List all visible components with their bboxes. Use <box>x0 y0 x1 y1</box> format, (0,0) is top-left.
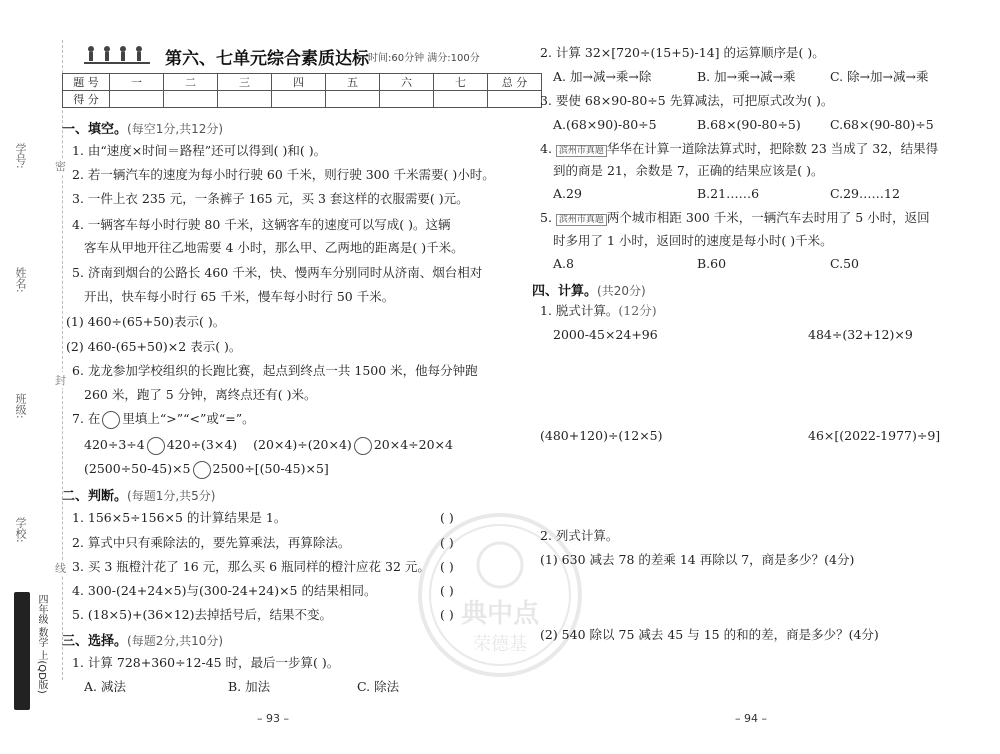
section-calculate <box>532 280 646 299</box>
judge-answer-box[interactable]: ( ) <box>440 510 454 525</box>
compare-circle[interactable] <box>102 411 120 429</box>
choice-option-c[interactable]: C. 除法 <box>357 679 400 694</box>
page-number-right: – 94 – <box>735 712 767 725</box>
judge-question-2: 2. 算式中只有乘除法的，要先算乘法，再算除法。 <box>72 535 351 550</box>
score-cell: 六 <box>380 74 434 91</box>
calc-part-1 <box>540 302 657 320</box>
score-input-cell[interactable] <box>164 91 218 108</box>
fill-question-6-line2: 260 米，跑了 5 分钟，离终点还有( )米。 <box>84 387 317 402</box>
brand-logo <box>12 592 46 712</box>
choice-option-c[interactable]: C.68×(90-80)÷5 <box>830 117 934 132</box>
score-value-row <box>63 91 542 108</box>
choice-option-a[interactable]: A. 减法 <box>84 679 126 694</box>
score-input-cell[interactable] <box>272 91 326 108</box>
compare-row-2 <box>84 460 329 479</box>
score-cell: 二 <box>164 74 218 91</box>
choice-question-4-text: 华华在计算一道除法算式时，把除数 23 当成了 32，结果得 <box>606 141 939 156</box>
compare-circle[interactable] <box>147 437 165 455</box>
fill-question-4-line1: 4. 一辆客车每小时行驶 80 千米，这辆客车的速度可以写成( )。这辆 <box>72 217 451 232</box>
seal-mark-xian: 线 <box>55 562 66 575</box>
judge-question-4: 4. 300-(24+24×5)与(300-24+24)×5 的结果相同。 <box>72 583 377 598</box>
q7-suffix: 里填上“>”“<”或“=”。 <box>122 411 255 426</box>
score-input-cell[interactable] <box>380 91 434 108</box>
section-heading: 一、填空。 <box>62 122 128 137</box>
watermark-text-1: 典中点 <box>460 599 540 629</box>
score-cell: 总 分 <box>488 74 542 91</box>
calc-part-heading: 1. 脱式计算。 <box>540 303 619 318</box>
compare-expr: 2500÷[(50-45)×5] <box>212 461 329 476</box>
judge-question-3: 3. 买 3 瓶橙汁花了 16 元，那么买 6 瓶同样的橙汁应花 32 元。 <box>72 559 430 574</box>
word-problem-2: (2) 540 除以 75 减去 45 与 15 的和的差，商是多少？(4分) <box>540 627 879 642</box>
choice-option-b[interactable]: B. 加→乘→减→乘 <box>697 69 796 84</box>
section-note: (每空1分,共12分) <box>127 122 224 136</box>
score-cell: 七 <box>434 74 488 91</box>
fill-question-5-sub2: (2) 460-(65+50)×2 表示( )。 <box>66 339 242 354</box>
section-heading: 四、计算。 <box>532 284 598 299</box>
choice-question-4-line2: 到的商是 21，余数是 7，正确的结果应该是( )。 <box>553 163 824 178</box>
fill-question-4-line2: 客车从甲地开往乙地需要 4 小时，那么甲、乙两地的距离是( )千米。 <box>84 240 464 255</box>
judge-answer-box[interactable]: ( ) <box>440 535 454 550</box>
judge-question-5: 5. (18×5)+(36×12)去掉括号后，结果不变。 <box>72 607 332 622</box>
fill-question-6-line1: 6. 龙龙参加学校组织的长跑比赛，起点到终点一共 1500 米，他每分钟跑 <box>72 363 478 378</box>
choice-question-1: 1. 计算 728+360÷12-45 时，最后一步算( )。 <box>72 655 340 670</box>
score-header-row <box>63 74 542 91</box>
fill-question-5-line1: 5. 济南到烟台的公路长 460 千米，快、慢两车分别同时从济南、烟台相对 <box>72 265 483 280</box>
compare-expr: 420÷(3×4) <box>166 437 238 452</box>
expression-2: 484÷(32+12)×9 <box>808 327 913 342</box>
exam-meta: 时间:60分钟 满分:100分 <box>368 53 480 64</box>
page-title: 第六、七单元综合素质达标 <box>165 49 369 69</box>
section-choice <box>62 630 223 649</box>
section-heading: 三、选择。 <box>62 634 128 649</box>
section-note: (每题1分,共5分) <box>127 489 216 503</box>
choice-option-a[interactable]: A.(68×90)-80÷5 <box>553 117 657 132</box>
header-decoration-icon <box>84 44 154 66</box>
choice-question-5-line1: 5. 滨州市真题 两个城市相距 300 千米，一辆汽车去时用了 5 小时，返回 <box>540 210 930 225</box>
choice-question-3: 3. 要使 68×90-80÷5 先算减法，可把原式改为( )。 <box>540 93 834 108</box>
watermark-text-2: 荣德基 <box>473 634 527 655</box>
section-fill-in <box>62 118 223 137</box>
seal-mark-feng: 封 <box>55 374 66 387</box>
fill-question-1: 1. 由“速度×时间＝路程”还可以得到( )和( )。 <box>72 143 327 158</box>
compare-expr: 420÷3÷4 <box>84 437 145 452</box>
score-input-cell[interactable] <box>434 91 488 108</box>
compare-row-1 <box>84 436 453 455</box>
score-cell: 得 分 <box>63 91 110 108</box>
compare-circle[interactable] <box>193 461 211 479</box>
fill-question-7 <box>72 410 255 429</box>
fill-question-3: 3. 一件上衣 235 元，一条裤子 165 元，买 3 套这样的衣服需要( )元。 <box>72 191 469 206</box>
school-label: 学校: <box>14 517 27 543</box>
calc-part-note: (12分) <box>618 303 657 318</box>
score-cell: 三 <box>218 74 272 91</box>
judge-question-1: 1. 156×5÷156×5 的计算结果是 1。 <box>72 510 287 525</box>
calc-part-2-heading: 2. 列式计算。 <box>540 528 619 543</box>
score-input-cell[interactable] <box>218 91 272 108</box>
choice-question-4-line1: 4. 滨州市真题 华华在计算一道除法算式时，把除数 23 当成了 32，结果得 <box>540 141 939 156</box>
q7-prefix: 7. 在 <box>72 411 101 426</box>
choice-option-c[interactable]: C.29……12 <box>830 186 900 201</box>
score-cell: 题 号 <box>63 74 110 91</box>
section-note: (每题2分,共10分) <box>127 634 224 648</box>
choice-option-a[interactable]: A. 加→减→乘→除 <box>553 69 652 84</box>
choice-option-a[interactable]: A.8 <box>553 256 574 271</box>
score-table <box>62 73 542 108</box>
brand-text: 四年级 数学 上(QD版) <box>36 594 47 694</box>
page-number-left: – 93 – <box>257 712 289 725</box>
expression-3: (480+120)÷(12×5) <box>540 428 663 443</box>
exam-source-tag: 滨州市真题 <box>556 145 607 157</box>
compare-expr: (20×4)÷(20×4) <box>253 437 352 452</box>
choice-question-5-line2: 时多用了 1 小时，返回时的速度是每小时( )千米。 <box>553 233 833 248</box>
section-judge <box>62 485 215 504</box>
choice-option-b[interactable]: B.21……6 <box>697 186 760 201</box>
section-note: (共20分) <box>597 284 646 298</box>
choice-option-b[interactable]: B.68×(90-80÷5) <box>697 117 801 132</box>
exam-source-tag: 滨州市真题 <box>556 214 607 226</box>
compare-circle[interactable] <box>354 437 372 455</box>
student-number-label: 学号: <box>14 143 27 169</box>
name-label: 姓名: <box>14 267 27 293</box>
score-input-cell[interactable] <box>326 91 380 108</box>
choice-option-b[interactable]: B. 加法 <box>228 679 271 694</box>
fill-question-5-line2: 开出，快车每小时行 65 千米，慢车每小时行 50 千米。 <box>84 289 395 304</box>
compare-expr: 20×4÷20×4 <box>373 437 453 452</box>
fill-question-2: 2. 若一辆汽车的速度为每小时行驶 60 千米，则行驶 300 千米需要( )小时。 <box>72 167 495 182</box>
score-input-cell[interactable] <box>488 91 542 108</box>
section-heading: 二、判断。 <box>62 489 128 504</box>
expression-1: 2000-45×24+96 <box>553 327 658 342</box>
choice-option-c[interactable]: C. 除→加→减→乘 <box>830 69 929 84</box>
judge-answer-box[interactable]: ( ) <box>440 583 454 598</box>
score-cell: 四 <box>272 74 326 91</box>
score-cell: 一 <box>110 74 164 91</box>
choice-option-b[interactable]: B.60 <box>697 256 727 271</box>
score-input-cell[interactable] <box>110 91 164 108</box>
compare-expr: (2500÷50-45)×5 <box>84 461 191 476</box>
seal-mark-mi: 密 <box>55 160 66 173</box>
expression-4: 46×[(2022-1977)÷9] <box>808 428 941 443</box>
choice-option-c[interactable]: C.50 <box>830 256 859 271</box>
score-cell: 五 <box>326 74 380 91</box>
judge-answer-box[interactable]: ( ) <box>440 607 454 622</box>
judge-answer-box[interactable]: ( ) <box>440 559 454 574</box>
class-label: 班级: <box>14 393 27 419</box>
choice-question-5-text: 两个城市相距 300 千米，一辆汽车去时用了 5 小时，返回 <box>606 210 930 225</box>
choice-question-2: 2. 计算 32×[720÷(15+5)-14] 的运算顺序是( )。 <box>540 45 825 60</box>
word-problem-1: (1) 630 减去 78 的差乘 14 再除以 7，商是多少？(4分) <box>540 552 855 567</box>
fill-question-5-sub1: (1) 460÷(65+50)表示( )。 <box>66 314 226 329</box>
choice-option-a[interactable]: A.29 <box>553 186 582 201</box>
